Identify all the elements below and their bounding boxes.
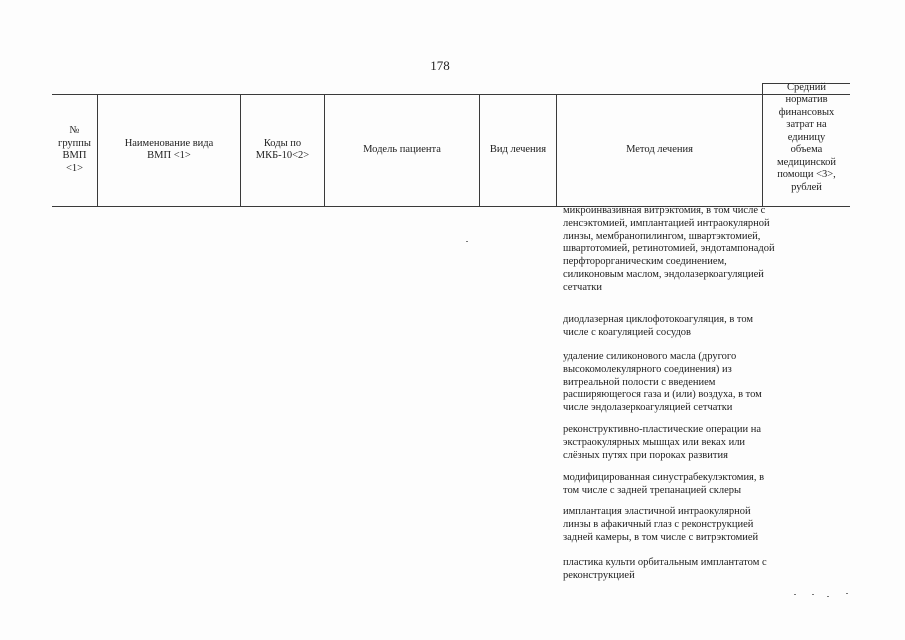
header-cell-treatment-method: Метод лечения [626,143,693,155]
page-number: 178 [430,58,450,73]
method-item: диодлазерная циклофотокоагуляция, в том числе с коагуляцией сосудов [563,314,754,338]
method-item: микроинвазивная витрэктомия, в том числе с ленсэктомией, имплантацией интраокулярной линзы, мембранопилингом, швартэктомией, швартотомией, ретинотомией, эндотампонадой перфторорганическим соединением, силиконовым маслом, эндолазеркоагуляцией сетчатки [563,205,775,293]
method-item: имплантация эластичной интраокулярной линзы в афакичный глаз с реконструкцией задней камеры, в том числе с витрэктомией [563,506,759,543]
method-item: пластика культи орбитальным имплантатом с реконструкцией [563,557,767,581]
header-cell-icd-codes: Коды по МКБ-10<2> [255,137,310,161]
method-item: удаление силиконового масла (другого высокомолекулярного соединения) из витреальной полости с введением расширяющегося газа и (или) воздуха, в том числе эндолазеркоагуляцией сетчатки [563,351,762,414]
header-cell-vmp-name: Наименование вида ВМП <1> [124,137,214,161]
header-cell-patient-model: Модель пациента [363,143,441,155]
method-item: модифицированная синустрабекулэктомия, в том числе с задней трепанацией склеры [563,472,765,496]
header-cell-treatment-type: Вид лечения [489,143,547,155]
method-item: реконструктивно-пластические операции на экстраокулярных мышцах или веках или слёзных путях при пороках развития [563,424,762,461]
header-cell-financial-norm: Средний норматив финансовых затрат на единицу объема медицинской помощи <3>, рублей [776,81,837,193]
scan-artifact [466,241,468,242]
header-cell-group-number: № группы ВМП <1> [58,125,91,174]
scan-artifact [812,594,814,595]
scan-artifact [827,596,829,597]
scan-artifact [846,593,848,594]
scan-artifact [794,594,796,595]
